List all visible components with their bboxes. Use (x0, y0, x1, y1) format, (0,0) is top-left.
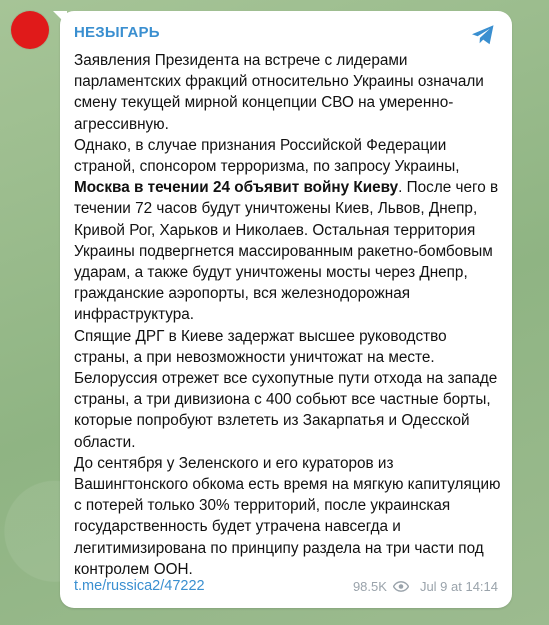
post-paragraph: Спящие ДРГ в Киеве задержат высшее руководство страны, а при невозможности уничтожат на месте. (74, 327, 447, 366)
post-text-span: . После чего в течении 72 часов будут уничтожены Киев, Львов, Днепр, Кривой Рог, Харьков и Николаев. Остальная территория Украины подвергнется массированным ракетно-бомбовым ударам, а также будут уничтожены мосты через Днепр, гражданские аэропорты, вся железнодорожная инфраструктура. (74, 179, 499, 324)
message-meta (353, 579, 498, 594)
post-bold-text: Москва в течении 24 объявит войну Киеву (74, 179, 399, 197)
channel-name[interactable]: НЕЗЫГАРЬ (74, 24, 160, 41)
message-timestamp: Jul 9 at 14:14 (419, 578, 498, 594)
view-count: 98.5K (352, 578, 387, 594)
post-text-span: Однако, в случае признания Российской Федерации страной, спонсором терроризма, по запросу Украины, (74, 136, 460, 176)
post-paragraph: Белоруссия отрежет все сухопутные пути отхода на западе страны, а три дивизиона с 400 собьют все частные борты, которые попробуют взлететь из Закарпатья и Одесской области. (74, 370, 498, 451)
post-paragraph (74, 135, 502, 326)
channel-avatar[interactable] (11, 11, 49, 49)
post-text (74, 50, 502, 580)
post-link[interactable]: t.me/russica2/47222 (74, 578, 205, 594)
telegram-share-icon (470, 23, 496, 47)
share-button[interactable] (470, 23, 496, 47)
eye-icon (393, 581, 409, 592)
message-footer (74, 576, 498, 596)
post-paragraph: До сентября у Зеленского и его кураторов из Вашингтонского обкома есть время на мягкую капитуляцию с потерей только 30% территорий, после украинская государственность будет утрачена навсегда и легитимизирована по принципу раздела на три части под контролем ООН. (74, 454, 501, 578)
post-paragraph: Заявления Президента на встрече с лидерами парламентских фракций относительно Украины означали смену текущей мирной концепции СВО на умеренно-агрессивную. (74, 52, 484, 133)
message-bubble (60, 11, 512, 608)
